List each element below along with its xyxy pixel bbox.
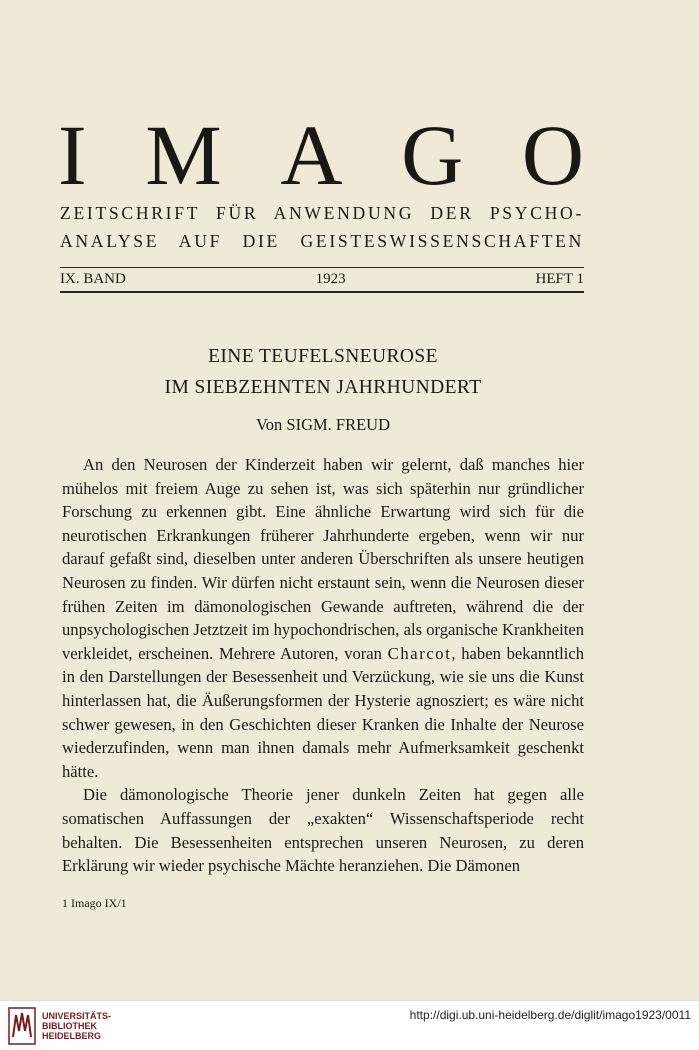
- viewer-footer: [0, 1000, 699, 1050]
- library-name-line: HEIDELBERG: [42, 1031, 102, 1041]
- paragraph-text: An den Neurosen der Kinderzeit haben wir gelernt, daß manches hier mühelos mit freiem Auge zu sehen ist, was sich späterhin nur gründlicher Forschung zu erkennen gibt. Eine ähnliche Erwartung wird sich für die neurotischen Erkrankungen früherer Jahrhunderte ergeben, wenn wir nur darauf gefaßt sind, dieselben unter anderen Überschriften als unsere heutigen Neurosen zu finden. Wir dürfen nicht erstaunt sein, wenn die Neurosen dieser frühen Zeiten im dämonologischen Gewande auftreten, während die der unpsychologischen Jetztzeit im hypochondrischen, als organische Krankheiten verkleidet, erscheinen. Mehrere Autoren, voran: [62, 455, 584, 663]
- divider-bottom: [60, 291, 584, 293]
- library-name-line: UNIVERSITÄTS-: [42, 1011, 112, 1021]
- article-body: [62, 453, 584, 878]
- issue-number-label: HEFT 1: [535, 271, 584, 287]
- source-url-link[interactable]: http://digi.ub.uni-heidelberg.de/diglit/imago1923/0011: [409, 1008, 691, 1022]
- masthead-letter: O: [521, 107, 584, 203]
- university-library-logo-icon: [8, 1007, 36, 1045]
- paragraph: [62, 453, 584, 783]
- divider-top: [60, 267, 584, 268]
- printer-signature: 1 Imago IX/1: [62, 896, 127, 910]
- masthead-letter: A: [280, 107, 343, 203]
- article-author: Von SIGM. FREUD: [255, 415, 390, 434]
- person-name: Charcot: [387, 643, 452, 663]
- paragraph: Die dämonologische Theorie jener dunkeln Zeiten hat gegen alle somatischen Auffassungen der „exakten“ Wissenschaftsperiode recht behalten. Die Besessenheiten entsprechen unseren Neurosen, zu deren Erklärung wir wieder psychische Mächte heranziehen. Die Dämonen: [62, 785, 584, 876]
- issue-info-row: [60, 271, 584, 288]
- masthead-letter: M: [145, 107, 222, 203]
- journal-subtitle-line2: ANALYSE AUF DIE GEISTESWISSENSCHAFTEN: [60, 231, 584, 251]
- article-title-line2: IM SIEBZEHNTEN JAHRHUNDERT: [164, 377, 482, 398]
- year-label: 1923: [315, 271, 346, 287]
- masthead-letter: G: [401, 107, 464, 203]
- journal-masthead: [58, 107, 584, 203]
- library-name[interactable]: [42, 1011, 111, 1041]
- masthead-letter: I: [58, 107, 87, 203]
- article-title-line1: EINE TEUFELSNEUROSE: [208, 346, 438, 367]
- library-name-line: BIBLIOTHEK: [42, 1021, 97, 1031]
- paragraph-text: , haben bekanntlich in den Darstellungen der Besessenheit und Verzückung, wie sie uns die Kunst hinterlassen hat, die Äußerungsformen der Hysterie agnosziert; es wäre nicht schwer gewesen, in den Geschichten dieser Kranken die Inhalte der Neurose wiederzufinden, wenn man ihnen damals mehr Aufmerksamkeit geschenkt hätte.: [62, 643, 584, 781]
- journal-subtitle-line1: ZEITSCHRIFT FÜR ANWENDUNG DER PSYCHO-: [60, 203, 584, 223]
- volume-label: IX. BAND: [60, 271, 126, 287]
